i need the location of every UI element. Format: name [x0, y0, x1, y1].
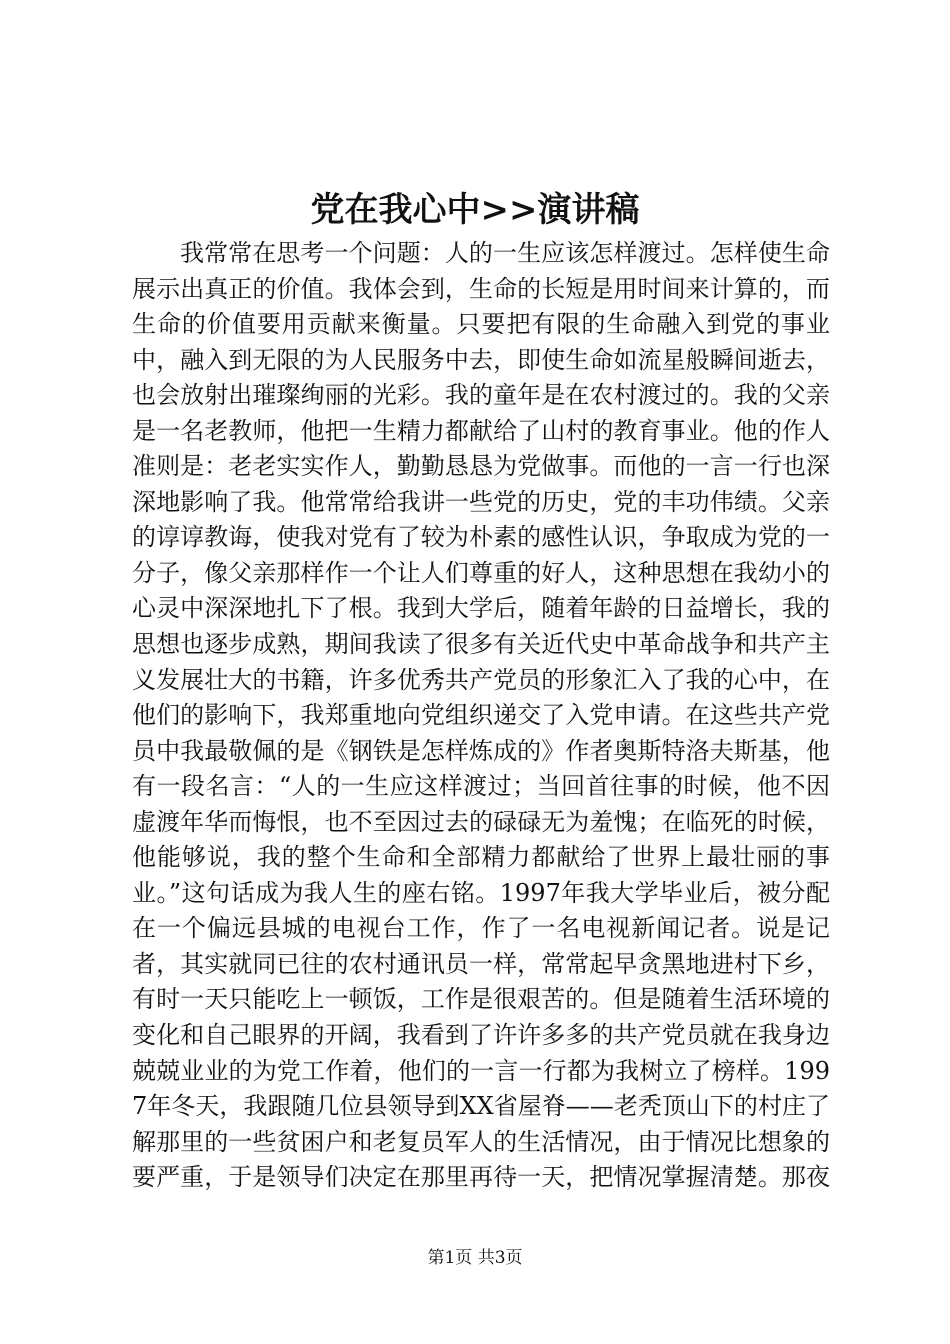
page-number-footer: 第1页 共3页: [427, 1248, 523, 1268]
document-title: 党在我心中>>演讲稿: [310, 190, 640, 230]
document-body-paragraph: 我常常在思考一个问题：人的一生应该怎样渡过。怎样使生命展示出真正的价值。我体会到，生命的长短是用时间来计算的，而生命的价值要用贡献来衡量。只要把有限的生命融入到党的事业中，融入到无限的为人民服务中去，即使生命如流星般瞬间逝去，也会放射出璀璨绚丽的光彩。我的童年是在农村渡过的。我的父亲是一名老教师，他把一生精力都献给了山村的教育事业。他的作人准则是：老老实实作人，勤勤恳恳为党做事。而他的一言一行也深深地影响了我。他常常给我讲一些党的历史，党的丰功伟绩。父亲的谆谆教诲，使我对党有了较为朴素的感性认识，争取成为党的一分子，像父亲那样作一个让人们尊重的好人，这种思想在我幼小的心灵中深深地扎下了根。我到大学后，随着年龄的日益增长，我的思想也逐步成熟，期间我读了很多有关近代史中革命战争和共产主义发展壮大的书籍，许多优秀共产党员的形象汇入了我的心中，在他们的影响下，我郑重地向党组织递交了入党申请。在这些共产党员中我最敬佩的是《钢铁是怎样炼成的》作者奥斯特洛夫斯基，他有一段名言：“人的一生应这样渡过；当回首往事的时候，他不因虚渡年华而悔恨，也不至因过去的碌碌无为羞愧；在临死的时候，他能够说，我的整个生命和全部精力都献给了世界上最壮丽的事业。”这句话成为我人生的座右铭。1997年我大学毕业后，被分配在一个偏远县城的电视台工作，作了一名电视新闻记者。说是记者，其实就同已往的农村通讯员一样，常常起早贪黑地进村下乡，有时一天只能吃上一顿饭，工作是很艰苦的。但是随着生活环境的变化和自己眼界的开阔，我看到了许许多多的共产党员就在我身边兢兢业业的为党工作着，他们的一言一行都为我树立了榜样。1997年冬天，我跟随几位县领导到XX省屋脊——老秃顶山下的村庄了解那里的一些贫困户和老复员军人的生活情况，由于情况比想象的要严重，于是领导们决定在那里再待一天，把情况掌握清楚。那夜: [132, 239, 830, 1192]
